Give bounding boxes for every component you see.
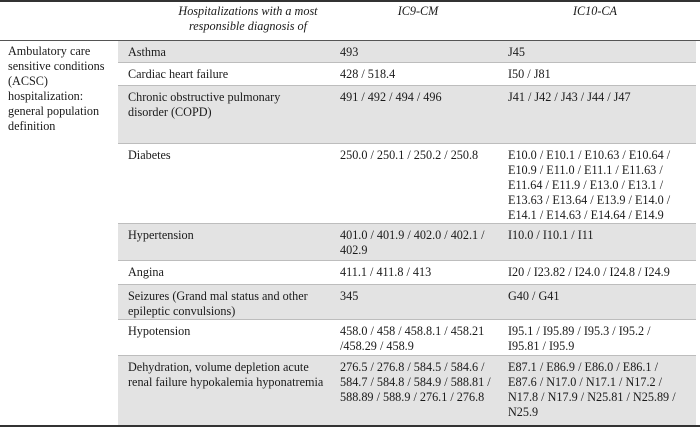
table-bottom-rule [0, 425, 700, 427]
table-row-seizures [118, 285, 696, 320]
ic10-cell: E87.1 / E86.9 / E86.0 / E86.1 / E87.6 / N17.0 / N17.1 / N17.2 / N17.8 / N17.9 / N25.81 / N25.89 / N25.9 [508, 360, 676, 419]
condition-cell: Chronic obstructive pulmonary disorder (COPD) [128, 90, 281, 119]
condition-cell: Cardiac heart failure [128, 67, 229, 81]
ic9-cell: 493 [340, 45, 359, 59]
ic10-cell: J45 [508, 45, 525, 59]
table-row-diabetes [118, 144, 696, 224]
ic10-cell: I20 / I23.82 / I24.0 / I24.8 / I24.9 [508, 265, 670, 279]
condition-cell: Diabetes [128, 148, 171, 162]
ic10-cell: I50 / J81 [508, 67, 551, 81]
header-ic10: IC10-CA [572, 4, 617, 18]
table-row-asthma [118, 41, 696, 63]
condition-cell: Hypertension [128, 228, 194, 242]
ic9-cell: 458.0 / 458 / 458.8.1 / 458.21 /458.29 / 458.9 [340, 324, 485, 353]
ic9-cell: 345 [340, 289, 359, 303]
ic9-cell: 491 / 492 / 494 / 496 [340, 90, 442, 104]
table-row-copd [118, 86, 696, 144]
condition-cell: Dehydration, volume depletion acute renal failure hypokalemia hyponatremia [128, 360, 324, 389]
table-row-dehydration [118, 356, 696, 425]
ic9-cell: 250.0 / 250.1 / 250.2 / 250.8 [340, 148, 479, 162]
condition-cell: Hypotension [128, 324, 191, 338]
header-condition: Hospitalizations with a most responsible diagnosis of [178, 4, 318, 33]
condition-cell: Angina [128, 265, 164, 279]
ic10-cell: I95.1 / I95.89 / I95.3 / I95.2 / I95.81 / I95.9 [508, 324, 651, 353]
table-top-rule [0, 0, 700, 2]
ic9-cell: 401.0 / 401.9 / 402.0 / 402.1 / 402.9 [340, 228, 485, 257]
ic10-cell: J41 / J42 / J43 / J44 / J47 [508, 90, 631, 104]
ic10-cell: G40 / G41 [508, 289, 560, 303]
ic9-cell: 411.1 / 411.8 / 413 [340, 265, 432, 279]
ic10-cell: I10.0 / I10.1 / I11 [508, 228, 594, 242]
ic9-cell: 276.5 / 276.8 / 584.5 / 584.6 / 584.7 / 584.8 / 584.9 / 588.81 / 588.89 / 588.9 / 276.1 / 276.8 [340, 360, 491, 404]
table-row-angina [118, 261, 696, 285]
ic10-cell: E10.0 / E10.1 / E10.63 / E10.64 / E10.9 / E11.0 / E11.1 / E11.63 / E11.64 / E11.9 / E13.0 / E13.1 / E13.63 / E13.64 / E13.9 / E14.0 / E14.1 / E14.63 / E14.64 / E14.9 [508, 148, 671, 222]
table-row-hypotension [118, 320, 696, 356]
condition-cell: Asthma [128, 45, 166, 59]
definition-label: Ambulatory care sensitive conditions (ACSC) hospitalization: general population definition [8, 44, 105, 133]
ic9-cell: 428 / 518.4 [340, 67, 396, 81]
table-row-cardiac-heart-failure [118, 63, 696, 86]
header-ic9: IC9-CM [397, 4, 439, 18]
table-row-hypertension [118, 224, 696, 261]
condition-cell: Seizures (Grand mal status and other epileptic convulsions) [128, 289, 308, 318]
